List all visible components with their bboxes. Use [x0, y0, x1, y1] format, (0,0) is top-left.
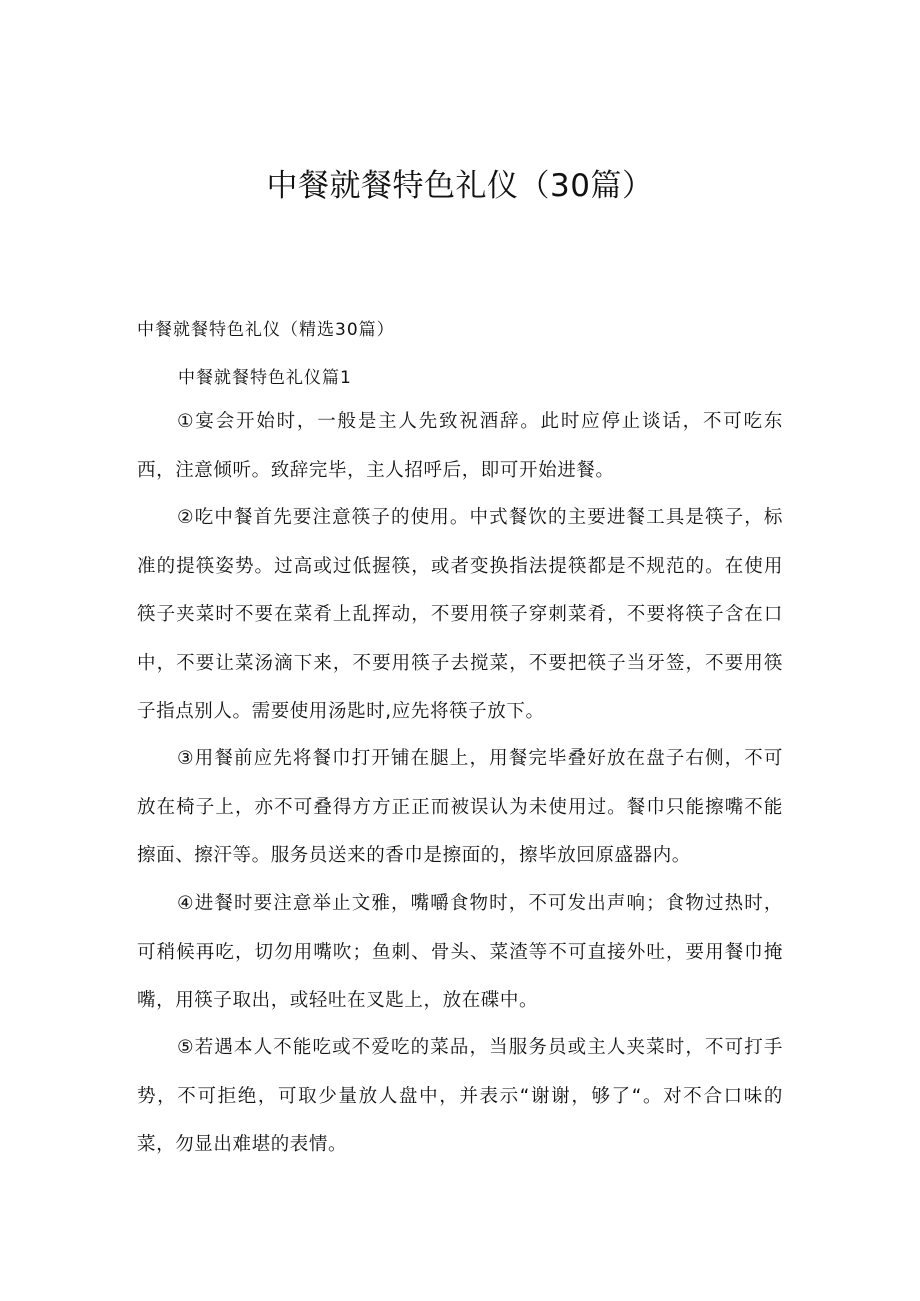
paragraph-1: ①宴会开始时，一般是主人先致祝酒辞。此时应停止谈话，不可吃东西，注意倾听。致辞完毕，主人招呼后，即可开始进餐。	[137, 411, 783, 481]
paragraph-5: ⑤若遇本人不能吃或不爱吃的菜品，当服务员或主人夹菜时，不可打手势，不可拒绝，可取少量放人盘中，并表示“谢谢，够了“。对不合口味的菜，勿显出难堪的表情。	[137, 1037, 783, 1155]
paragraph-3: ③用餐前应先将餐巾打开铺在腿上，用餐完毕叠好放在盘子右侧，不可放在椅子上，亦不可叠得方方正正而被误认为未使用过。餐巾只能擦嘴不能擦面、擦汗等。服务员送来的香巾是擦面的，擦毕放回原盛器内。	[137, 748, 783, 866]
document-title: 中餐就餐特色礼仪（30篇）	[266, 168, 654, 204]
document-subtitle: 中餐就餐特色礼仪（精选30篇）	[137, 320, 395, 340]
paragraph-2: ②吃中餐首先要注意筷子的使用。中式餐饮的主要进餐工具是筷子，标准的提筷姿势。过高或过低握筷，或者变换指法提筷都是不规范的。在使用筷子夹菜时不要在菜肴上乱挥动，不要用筷子穿刺菜肴，不要将筷子含在口中，不要让菜汤滴下来，不要用筷子去搅菜，不要把筷子当牙签，不要用筷子指点别人。需要使用汤匙时,应先将筷子放下。	[137, 507, 783, 722]
section-heading: 中餐就餐特色礼仪篇1	[178, 368, 352, 388]
paragraph-4: ④进餐时要注意举止文雅，嘴嚼食物时，不可发出声响；食物过热时，可稍候再吃，切勿用嘴吹；鱼刺、骨头、菜渣等不可直接外吐，要用餐巾掩嘴，用筷子取出，或轻吐在叉匙上，放在碟中。	[137, 893, 783, 1011]
